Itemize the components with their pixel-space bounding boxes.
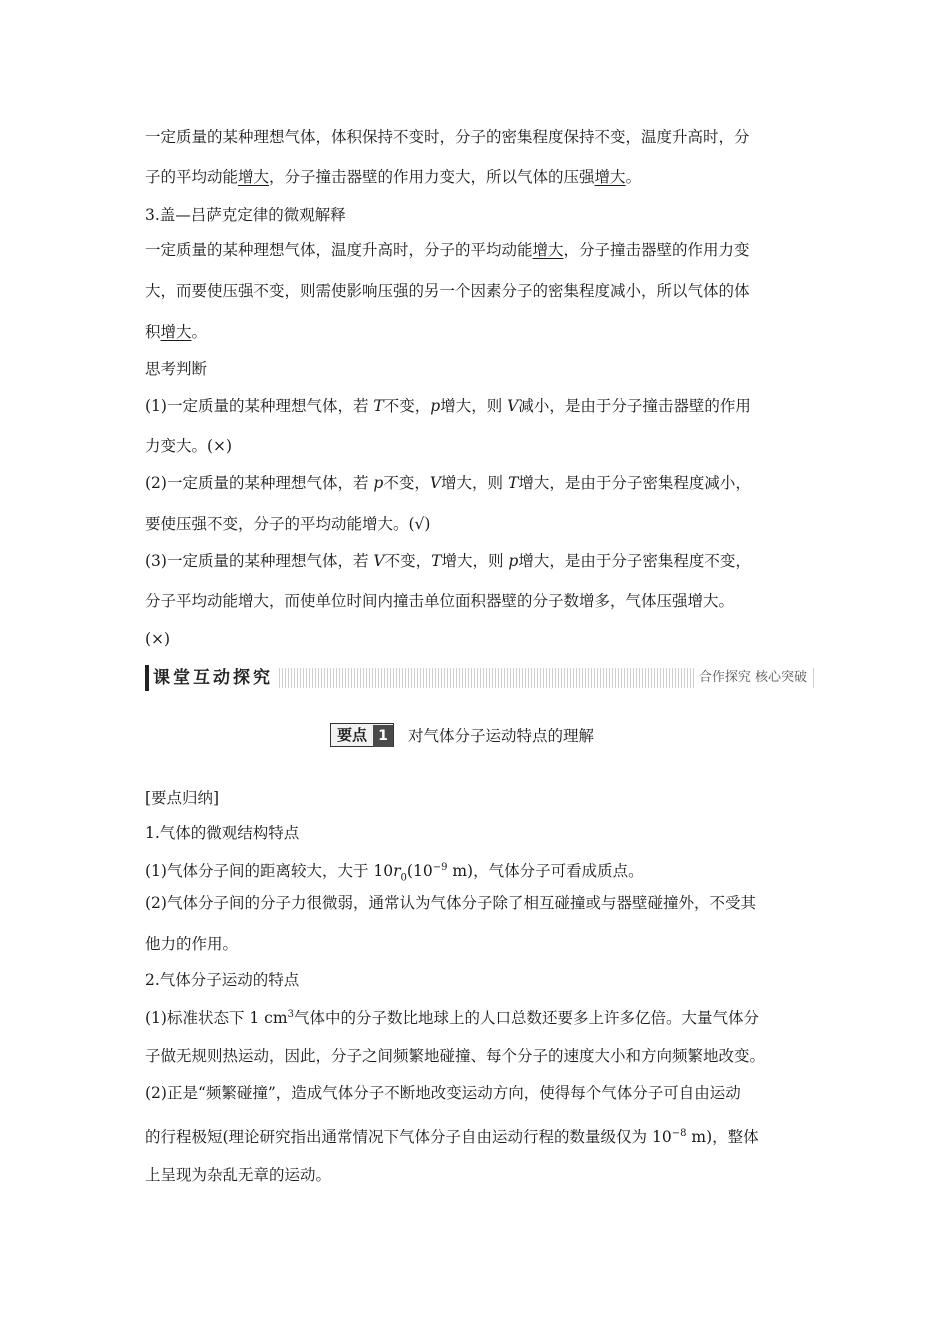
text: 一定质量的某种理想气体，体积保持不变时，分子的密集程度保持不变，温度升高时，分 <box>145 128 750 146</box>
paragraph-line <box>145 127 810 147</box>
text: (10 <box>406 862 433 881</box>
text: 增大，则 <box>441 474 508 492</box>
paragraph-line <box>145 322 810 342</box>
underlined-answer: 增大 <box>160 323 192 341</box>
text: (1)气体分子间的距离较大，大于 10 <box>145 862 394 881</box>
text: 减小，是由于分子撞击器壁的作用 <box>518 397 751 415</box>
question-line: 分子平均动能增大，而使单位时间内撞击单位面积器壁的分子数增多，气体压强增大。 <box>145 592 735 610</box>
banner-title: 课堂互动探究 <box>145 665 279 691</box>
text: 不变， <box>383 397 431 415</box>
text: ，分子撞击器壁的作用力变 <box>563 241 750 259</box>
list-item <box>145 1124 810 1147</box>
variable: V <box>507 397 519 415</box>
keypoint-label: 要点 <box>337 726 368 744</box>
subsection-heading: 1.气体的微观结构特点 <box>145 824 300 842</box>
list-item: 上呈现为杂乱无章的运动。 <box>145 1166 332 1184</box>
variable: V <box>373 552 385 570</box>
question-line: 要使压强不变，分子的平均动能增大。(√) <box>145 515 431 533</box>
question-line: (×) <box>145 630 171 648</box>
text: 。 <box>625 168 642 186</box>
variable: T <box>373 397 384 415</box>
question-line <box>145 551 810 571</box>
text: m)，整体 <box>686 1128 759 1147</box>
list-item: 他力的作用。 <box>145 935 239 953</box>
paragraph-line <box>145 167 810 187</box>
text: 子的平均动能 <box>145 168 239 186</box>
text: 气体中的分子数比地球上的人口总数还要多上许多亿倍。大量气体分 <box>293 1009 759 1028</box>
variable: T <box>507 474 519 492</box>
variable: p <box>373 474 384 492</box>
keypoint-header <box>330 723 594 749</box>
list-item: (2)正是“频繁碰撞”，造成气体分子不断地改变运动方向，使得每个气体分子可自由运动 <box>145 1084 741 1102</box>
paragraph-line <box>145 240 810 260</box>
underlined-answer: 增大 <box>238 168 270 186</box>
question-line <box>145 396 810 416</box>
text: 。 <box>191 323 208 341</box>
summary-heading: [要点归纳] <box>145 789 220 807</box>
text: 增大，是由于分子密集程度不变， <box>518 552 751 570</box>
keypoint-number: 1 <box>373 725 393 747</box>
underlined-answer: 增大 <box>532 241 564 259</box>
section-banner <box>145 665 815 691</box>
text: (2)一定质量的某种理想气体，若 <box>145 474 374 492</box>
variable: p <box>508 552 519 570</box>
paragraph-line: 大，而要使压强不变，则需使影响压强的另一个因素分子的密集程度减小，所以气体的体 <box>145 282 750 300</box>
section-heading: 3.盖—吕萨克定律的微观解释 <box>145 206 346 224</box>
text: m)，气体分子可看成质点。 <box>447 862 644 881</box>
text: 不变， <box>384 552 432 570</box>
text: 的行程极短(理论研究指出通常情况下气体分子自由运动行程的数量级仅为 10 <box>145 1128 672 1147</box>
banner-subtitle: 合作探究 核心突破 <box>695 668 811 688</box>
question-line: 力变大。(×) <box>145 437 233 455</box>
underlined-answer: 增大 <box>594 168 626 186</box>
variable: r <box>393 862 401 881</box>
list-item: 子做无规则热运动，因此，分子之间频繁地碰撞、每个分子的速度大小和方向频繁地改变。 <box>145 1047 766 1065</box>
text: 不变， <box>383 474 430 492</box>
variable: V <box>429 474 442 492</box>
text: ，分子撞击器壁的作用力变大，所以气体的压强 <box>269 168 595 186</box>
list-item: (2)气体分子间的分子力很微弱，通常认为气体分子除了相互碰撞或与器壁碰撞外，不受其 <box>145 894 756 912</box>
list-item <box>145 1005 810 1028</box>
subscript: 0 <box>400 872 407 884</box>
variable: p <box>430 397 441 415</box>
keypoint-badge <box>330 723 394 747</box>
superscript: −8 <box>671 1128 687 1139</box>
superscript: 3 <box>287 1009 294 1020</box>
text: (1)一定质量的某种理想气体，若 <box>145 397 374 415</box>
text: (3)一定质量的某种理想气体，若 <box>145 552 374 570</box>
text: (1)标准状态下 1 cm <box>145 1009 288 1028</box>
question-line <box>145 473 810 493</box>
text: 增大，是由于分子密集程度减小， <box>518 474 751 492</box>
subsection-heading: 2.气体分子运动的特点 <box>145 971 300 989</box>
variable: T <box>431 552 442 570</box>
think-heading: 思考判断 <box>145 360 208 378</box>
text: 增大，则 <box>440 397 508 415</box>
text: 积 <box>145 323 161 341</box>
text: 一定质量的某种理想气体，温度升高时，分子的平均动能 <box>145 241 533 259</box>
list-item <box>145 858 810 888</box>
text: 增大，则 <box>441 552 509 570</box>
superscript: −9 <box>432 862 448 873</box>
keypoint-title: 对气体分子运动特点的理解 <box>408 727 595 745</box>
